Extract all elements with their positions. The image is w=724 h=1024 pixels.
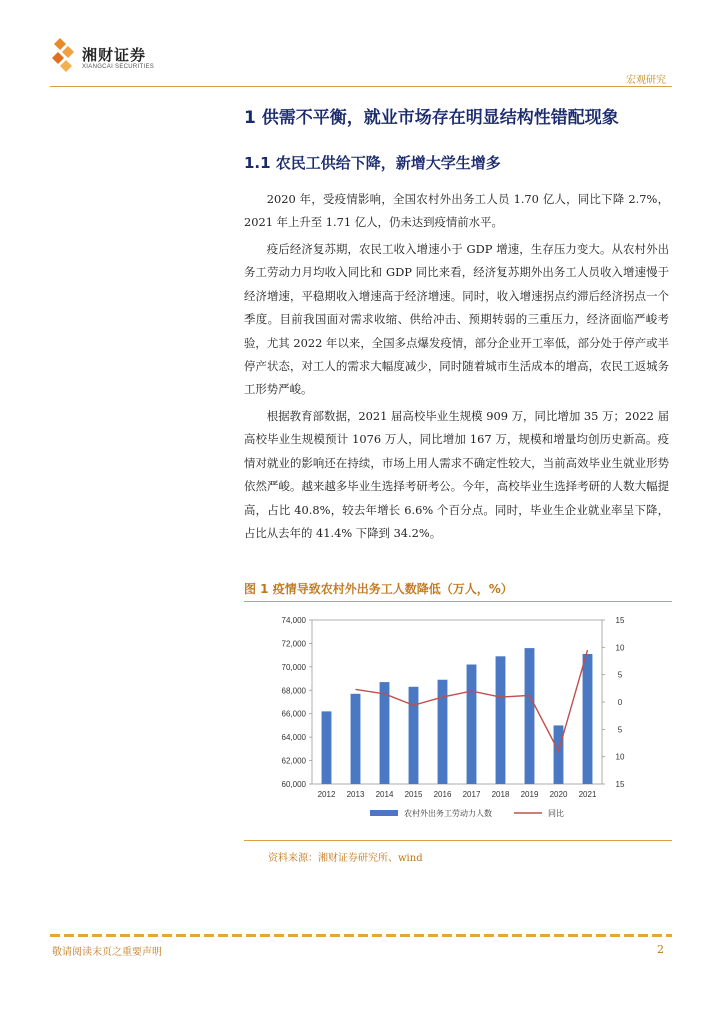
x-tick-label: 2021 <box>578 790 597 799</box>
paragraph: 2020 年，受疫情影响，全国农村外出务工人员 1.70 亿人，同比下降 2.7%，2021 年上升至 1.71 亿人，仍未达到疫情前水平。 <box>244 192 669 230</box>
x-tick-label: 2015 <box>404 790 423 799</box>
logo-english-name: XIANGCAI SECURITIES <box>82 64 155 70</box>
combo-chart <box>252 608 662 830</box>
y-right-tick-label: 0 <box>617 698 623 707</box>
y-right-tick-label: 15 <box>615 780 625 789</box>
y-right-tick-label: 5 <box>617 725 623 735</box>
bar-2016 <box>438 680 448 784</box>
header-divider <box>50 86 672 87</box>
figure-title: 图 1 疫情导致农村外出务工人数降低（万人，%） <box>244 582 513 596</box>
subsection-heading: 1.1 农民工供给下降，新增大学生增多 <box>244 154 501 172</box>
logo-chinese-name: 湘财证券 <box>82 46 147 64</box>
y-left-tick-label: 62,000 <box>281 756 306 766</box>
legend-bar-swatch <box>370 810 398 816</box>
body-text <box>244 188 669 549</box>
bar-2013 <box>351 694 361 784</box>
figure-source: 资料来源：湘财证券研究所、wind <box>268 853 423 864</box>
y-left-tick-label: 72,000 <box>281 639 306 649</box>
x-tick-label: 2020 <box>549 790 568 799</box>
x-tick-label: 2017 <box>462 790 481 799</box>
chart-container <box>252 608 662 830</box>
page-number: 2 <box>657 943 664 956</box>
legend-bar-label: 农村外出务工劳动力人数 <box>404 809 492 818</box>
figure-top-rule <box>244 601 672 602</box>
bar-2015 <box>409 687 419 784</box>
y-left-tick-label: 68,000 <box>281 686 306 696</box>
page-header <box>0 0 724 90</box>
paragraph: 疫后经济复苏期，农民工收入增速小于 GDP 增速，生存压力变大。从农村外出务工劳动力月均收入同比和 GDP 同比来看，经济复苏期外出务工人员收入增速慢于经济增速，平稳期收入增速高于经济增速。同时，收入增速拐点约滞后经济拐点一个季度。目前我国面对需求收缩、供给冲击、预期转弱的三重压力，经济面临严峻考验，尤其 2022 年以来，全国多点爆发疫情，部分企业开工率低，部分处于停产或半停产状态，对工人的需求大幅度减少，同时随着城市生活成本的增高，农民工返城务工形势严峻。 <box>244 242 669 397</box>
x-tick-label: 2012 <box>317 790 336 799</box>
legend-line-label: 同比 <box>548 809 564 818</box>
y-left-tick-label: 74,000 <box>281 616 306 625</box>
x-tick-label: 2014 <box>375 790 394 799</box>
bar-2019 <box>525 648 535 784</box>
bar-2018 <box>496 656 506 784</box>
company-logo-icon <box>52 38 78 74</box>
x-tick-label: 2016 <box>433 790 452 799</box>
bar-2014 <box>380 682 390 784</box>
paragraph: 根据教育部数据，2021 届高校毕业生规模 909 万，同比增加 35 万；2022 届高校毕业生规模预计 1076 万人，同比增加 167 万，规模和增量均创历史新高。疫情对就业的影响还在持续，市场上用人需求不确定性较大，当前高效毕业生就业形势依然严峻。越来越多毕业生选择考研考公。今年，高校毕业生选择考研的人数大幅提高，占比 40.8%，较去年增长 6.6% 个百分点。同时，毕业生企业就业率呈下降，占比从去年的 41.4% 下降到 34.2%。 <box>244 409 669 541</box>
section-label: 宏观研究 <box>626 75 666 86</box>
y-left-tick-label: 70,000 <box>281 662 306 672</box>
y-right-tick-label: 15 <box>615 616 625 625</box>
footer-disclaimer: 敬请阅读末页之重要声明 <box>52 947 162 958</box>
x-tick-label: 2013 <box>346 790 365 799</box>
bar-2012 <box>322 711 332 784</box>
y-right-tick-label: 10 <box>615 643 625 653</box>
y-left-tick-label: 64,000 <box>281 733 306 743</box>
bar-2017 <box>467 665 477 784</box>
x-tick-label: 2018 <box>491 790 510 799</box>
bar-2021 <box>583 654 593 784</box>
bar-2020 <box>554 725 564 784</box>
y-right-tick-label: 10 <box>615 752 625 762</box>
y-left-tick-label: 60,000 <box>281 780 306 789</box>
x-tick-label: 2019 <box>520 790 539 799</box>
figure-bottom-rule <box>244 840 672 841</box>
section-heading: 1 供需不平衡，就业市场存在明显结构性错配现象 <box>244 108 619 128</box>
y-left-tick-label: 66,000 <box>281 709 306 719</box>
footer-divider <box>50 934 672 937</box>
y-right-tick-label: 5 <box>617 670 623 680</box>
